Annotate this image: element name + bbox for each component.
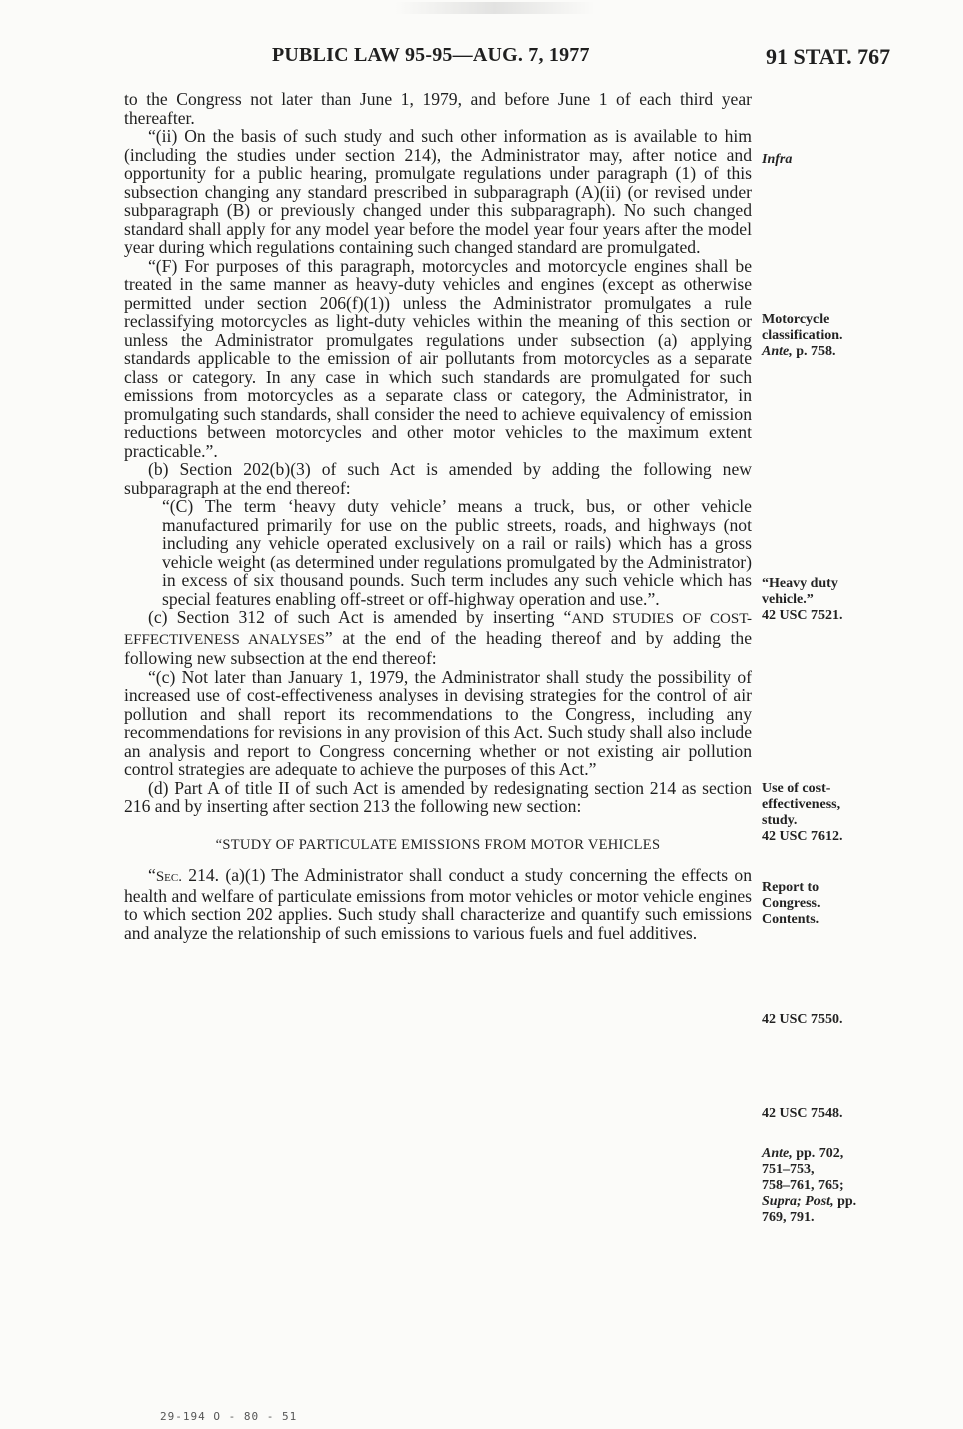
margin-note-cost-effectiveness: Use of cost- effectiveness, study. 42 USC 7612. [762, 781, 843, 844]
sec-label: Sec. [155, 869, 182, 885]
margin-note-7550: 42 USC 7550. [762, 1012, 843, 1027]
paragraph-continuation: to the Congress not later than June 1, 1979, and before June 1 of each third year thereafter. [124, 89, 752, 128]
printing-code: 29-194 O - 80 - 51 [160, 1410, 298, 1423]
paragraph-c-smallcaps: AND STUDIES OF COST-EFFECTIVENESS ANALYSES [124, 611, 752, 648]
paragraph-ii: “(ii) On the basis of such study and such other information as is available to him (including the studies under section 214), the Administrator may, after notice and opportunity for a public hearing, promulgate regulations under paragraph (1) of this subsection changing any standard prescribed in subparagraph (A)(ii) (or revised under subparagraph (B) or previously changed under this subparagraph). No such changed standard shall apply for any model year before the model year four years after the model year during which regulations containing such changed standard are promulgated. [124, 126, 752, 257]
margin-note-7548: 42 USC 7548. [762, 1106, 843, 1121]
margin-note-motorcycle: Motorcycle classification. Ante, p. 758. [762, 312, 843, 359]
sec-quote: “ [148, 865, 156, 885]
paragraph-d: (d) Part A of title II of such Act is amended by redesignating section 214 as section 216 and by inserting after section 213 the following new section: [124, 777, 752, 816]
running-title: PUBLIC LAW 95-95—AUG. 7, 1977 [272, 44, 590, 66]
page-header [0, 40, 963, 70]
paragraph-F: “(F) For purposes of this paragraph, motorcycles and motorcycle engines shall be treated in the same manner as heavy-duty vehicles and engines (except as otherwise permitted under section 206(f)(1)) unless the Administrator promulgates a rule reclassifying motorcycles as light-duty vehicles within the meaning of this section or unless the Administrator promulgates regulations under subsection (a) applying standards applicable to the emission of air pollutants from motorcycles as a separate class or category. In any case in which such standards are promulgated for such emissions from motorcycles as a separate class or category, the Administrator, in promulgating such standards, shall consider the need to achieve equivalency of emission reductions between motorcycles and other motor vehicles to the maximum extent practicable.”. [124, 255, 752, 461]
margin-note-infra: Infra [762, 152, 793, 167]
margin-note-heavy-duty: “Heavy duty vehicle.” 42 USC 7521. [762, 576, 843, 623]
paragraph-c-end: ” at the end of the heading thereof and by adding the following new subsection at the end thereof: [124, 627, 752, 668]
paragraph-C-definition: “(C) The term ‘heavy duty vehicle’ means a truck, bus, or other vehicle manufactured primarily for use on the public streets, roads, and highways (not including any vehicle operated exclusively on a rail or rails) which has a gross vehicle weight (as determined under regulations promulgated by the Administrator) in excess of six thousand pounds. Such term includes any such vehicle which has special features enabling off-street or off-highway operation and use.”. [162, 496, 752, 609]
sec-214-text: 214. (a)(1) The Administrator shall conduct a study concerning the effects on health and welfare of particulate emissions from motor vehicles or motor vehicle engines to which section 202 applies. Such study shall characterize and quantify such emissions and analyze the relationship of such emissions to various fuels and fuel additives. [124, 865, 752, 943]
main-text-column [124, 90, 752, 942]
stat-page-number: 91 STAT. 767 [766, 44, 891, 69]
paragraph-c-subsection: “(c) Not later than January 1, 1979, the Administrator shall study the possibility of increased use of cost-effectiveness analyses in devising strategies for the control of air pollution and shall report its recommendations to the Congress, including any recommendations for revisions in any provision of this Act. Such study shall also include an analysis and report to Congress concerning whether or not existing air pollution control strategies are adequate to achieve the purposes of this Act.” [124, 666, 752, 779]
paragraph-b: (b) Section 202(b)(3) of such Act is amended by adding the following new subparagraph at the end thereof: [124, 459, 752, 498]
paragraph-sec-214 [124, 866, 752, 942]
margin-note-references: Ante, pp. 702, 751–753, 758–761, 765; Supra; Post, pp. 769, 791. [762, 1146, 857, 1225]
scan-smudge [395, 2, 595, 14]
section-heading: “STUDY OF PARTICULATE EMISSIONS FROM MOTOR VEHICLES [215, 836, 661, 853]
paragraph-c-start: (c) Section 312 of such Act is amended by inserting “ [148, 607, 572, 627]
margin-note-report: Report to Congress. Contents. [762, 880, 821, 927]
paragraph-c [124, 608, 752, 668]
